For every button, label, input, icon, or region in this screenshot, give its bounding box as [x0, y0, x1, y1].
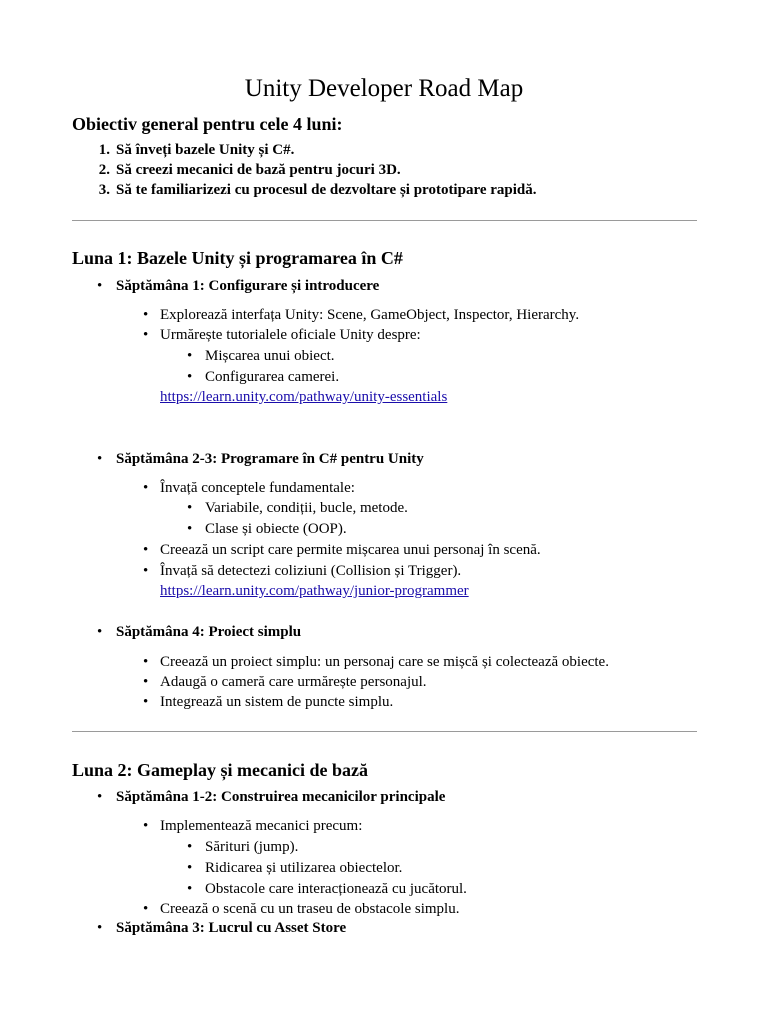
bullet-icon: • [143, 818, 149, 834]
bullet-icon: • [187, 521, 193, 537]
bullet-icon: • [97, 789, 103, 805]
bullet-icon: • [97, 920, 103, 936]
bullet-icon: • [143, 563, 149, 579]
bullet-icon: • [143, 901, 149, 917]
objective-item: Să te familiarizezi cu procesul de dezvoltare și prototipare rapidă. [116, 182, 537, 198]
list-item: Creează o scenă cu un traseu de obstacole simplu. [160, 901, 460, 917]
bullet-icon: • [97, 451, 103, 467]
week-title: Săptămâna 3: Lucrul cu Asset Store [116, 920, 347, 936]
list-item: Creează un proiect simplu: un personaj care se mișcă și colectează obiecte. [160, 654, 609, 670]
bullet-icon: • [187, 369, 193, 385]
bullet-icon: • [143, 480, 149, 496]
sub-list-item: Ridicarea și utilizarea obiectelor. [205, 860, 403, 876]
bullet-icon: • [143, 694, 149, 710]
bullet-icon: • [97, 278, 103, 294]
week-title: Săptămâna 4: Proiect simplu [116, 624, 302, 640]
sub-list-item: Mișcarea unui obiect. [205, 348, 335, 364]
bullet-icon: • [97, 624, 103, 640]
bullet-icon: • [143, 307, 149, 323]
bullet-icon: • [187, 881, 193, 897]
bullet-icon: • [143, 674, 149, 690]
sub-list-item: Sărituri (jump). [205, 839, 299, 855]
bullet-icon: • [187, 500, 193, 516]
objective-item: Să înveți bazele Unity și C#. [116, 142, 295, 158]
sub-list-item: Configurarea camerei. [205, 369, 340, 385]
list-item: Învață să detectezi coliziuni (Collision și Trigger). [160, 563, 462, 579]
objective-item: Să creezi mecanici de bază pentru jocuri 3D. [116, 162, 401, 178]
list-item: Implementează mecanici precum: [160, 818, 363, 834]
bullet-icon: • [143, 542, 149, 558]
bullet-icon: • [187, 348, 193, 364]
list-item: Învață conceptele fundamentale: [160, 480, 355, 496]
bullet-icon: • [143, 654, 149, 670]
week-title: Săptămâna 2-3: Programare în C# pentru Unity [116, 451, 424, 467]
list-item: Integrează un sistem de puncte simplu. [160, 694, 394, 710]
sub-list-item: Variabile, condiții, bucle, metode. [205, 500, 408, 516]
divider [72, 220, 697, 221]
week-title: Săptămâna 1-2: Construirea mecanicilor principale [116, 789, 446, 805]
list-number: 3. [98, 182, 110, 198]
list-item: Explorează interfața Unity: Scene, GameObject, Inspector, Hierarchy. [160, 307, 580, 323]
month1-heading: Luna 1: Bazele Unity și programarea în C# [72, 248, 403, 268]
page-title: Unity Developer Road Map [244, 75, 524, 102]
bullet-icon: • [187, 839, 193, 855]
sub-list-item: Clase și obiecte (OOP). [205, 521, 347, 537]
unity-essentials-link[interactable]: https://learn.unity.com/pathway/unity-essentials [160, 389, 448, 405]
list-item: Adaugă o cameră care urmărește personajul. [160, 674, 427, 690]
bullet-icon: • [143, 327, 149, 343]
list-number: 2. [98, 162, 110, 178]
list-item: Urmărește tutorialele oficiale Unity despre: [160, 327, 421, 343]
bullet-icon: • [187, 860, 193, 876]
sub-list-item: Obstacole care interacționează cu jucătorul. [205, 881, 467, 897]
objective-heading: Obiectiv general pentru cele 4 luni: [72, 114, 343, 134]
month2-heading: Luna 2: Gameplay și mecanici de bază [72, 760, 368, 780]
list-number: 1. [98, 142, 110, 158]
junior-programmer-link[interactable]: https://learn.unity.com/pathway/junior-programmer [160, 583, 469, 599]
week-title: Săptămâna 1: Configurare și introducere [116, 278, 380, 294]
list-item: Creează un script care permite mișcarea unui personaj în scenă. [160, 542, 541, 558]
divider [72, 731, 697, 732]
